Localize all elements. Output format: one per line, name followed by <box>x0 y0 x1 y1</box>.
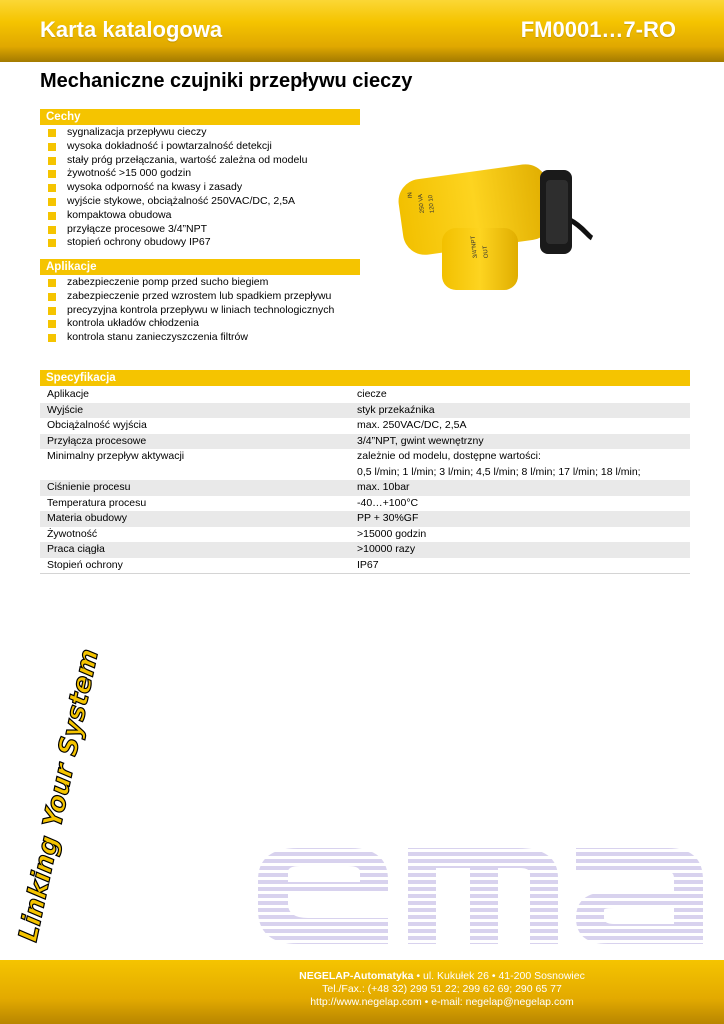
label-out: OUT <box>482 245 490 259</box>
list-item-text: stały próg przełączania, wartość zależna od modelu <box>67 153 308 166</box>
table-row <box>40 465 690 481</box>
list-item-text: przyłącze procesowe 3/4”NPT <box>67 222 208 235</box>
bullet-square-icon <box>48 279 56 287</box>
bullet-square-icon <box>48 239 56 247</box>
page-title: Mechaniczne czujniki przepływu cieczy <box>40 70 413 92</box>
bullet-square-icon <box>48 320 56 328</box>
bullet-square-icon <box>48 170 56 178</box>
spec-parameter-cell: Przyłącza procesowe <box>40 434 350 450</box>
spec-parameter-cell <box>40 465 350 481</box>
spec-parameter-cell: Praca ciągła <box>40 542 350 558</box>
bullet-square-icon <box>48 334 56 342</box>
list-item-text: żywotność >15 000 godzin <box>67 167 192 180</box>
document-type-title: Karta katalogowa <box>40 17 223 42</box>
spec-value-cell: zależnie od modelu, dostępne wartości: <box>357 450 541 462</box>
table-row <box>40 527 690 543</box>
bullet-square-icon <box>48 212 56 220</box>
list-item-text: kontrola stanu zanieczyszczenia filtrów <box>67 331 248 344</box>
list-item <box>48 290 334 304</box>
table-row <box>40 511 690 527</box>
bullet-square-icon <box>48 184 56 192</box>
label-rating-2: 120 10 <box>428 194 436 214</box>
spec-table <box>40 387 690 574</box>
applications-heading: Aplikacje <box>40 259 360 275</box>
bullet-square-icon <box>48 143 56 151</box>
spec-value-cell: ciecze <box>357 388 387 400</box>
product-code: FM0001…7-RO <box>520 17 676 42</box>
list-item <box>48 331 334 345</box>
spec-parameter-cell: Żywotność <box>40 527 350 543</box>
footer-web: http://www.negelap.com • e-mail: negelap@negelap.com <box>310 996 574 1008</box>
bullet-square-icon <box>48 129 56 137</box>
applications-list <box>48 276 334 345</box>
ema-brand-logo <box>258 838 703 950</box>
list-item <box>48 154 307 168</box>
spec-value-cell: max. 250VAC/DC, 2,5A <box>357 419 467 431</box>
bullet-square-icon <box>48 307 56 315</box>
list-item-text: stopień ochrony obudowy IP67 <box>67 236 211 249</box>
list-item-text: zabezpieczenie przed wzrostem lub spadkiem przepływu <box>67 289 332 302</box>
table-row <box>40 418 690 434</box>
spec-value-cell: 3/4”NPT, gwint wewnętrzny <box>350 434 690 450</box>
side-logo-text: Linking Your System <box>13 646 105 945</box>
flow-sensor-product-image <box>392 158 592 298</box>
list-item <box>48 126 307 140</box>
table-row <box>40 387 690 403</box>
bullet-square-icon <box>48 157 56 165</box>
list-item <box>48 195 307 209</box>
list-item <box>48 140 307 154</box>
spec-value-cell: -40…+100°C <box>350 496 690 512</box>
spec-value-cell: max. 10bar <box>350 480 690 496</box>
table-row <box>40 542 690 558</box>
linking-your-system-logo <box>6 628 105 948</box>
spec-value-cell: >15000 godzin <box>350 527 690 543</box>
header-bar <box>0 0 724 62</box>
spec-parameter-cell: Minimalny przepływ aktywacji <box>47 450 185 462</box>
spec-value-cell: 0,5 l/min; 1 l/min; 3 l/min; 4,5 l/min; 8 l/min; 17 l/min; 18 l/min; <box>350 465 690 481</box>
features-list <box>48 126 307 250</box>
table-row <box>40 449 690 465</box>
spec-parameter-cell: Wyjście <box>40 403 350 419</box>
footer-bar <box>0 960 724 1024</box>
spec-parameter-cell: Aplikacje <box>47 388 90 400</box>
list-item-text: kontrola układów chłodzenia <box>67 317 199 330</box>
list-item <box>48 223 307 237</box>
list-item-text: precyzyjna kontrola przepływu w liniach technologicznych <box>67 303 335 316</box>
list-item <box>48 276 334 290</box>
table-row <box>40 434 690 450</box>
list-item-text: wysoka dokładność i powtarzalność detekcji <box>67 139 272 152</box>
table-row <box>40 558 690 574</box>
spec-value-cell: IP67 <box>350 558 690 574</box>
label-in: IN <box>407 191 414 199</box>
spec-parameter-cell: Temperatura procesu <box>40 496 350 512</box>
bullet-square-icon <box>48 226 56 234</box>
bullet-square-icon <box>48 198 56 206</box>
list-item <box>48 236 307 250</box>
footer-address: • ul. Kukułek 26 • 41-200 Sosnowiec <box>413 970 585 982</box>
table-row <box>40 403 690 419</box>
spec-parameter-cell: Materia obudowy <box>40 511 350 527</box>
list-item-text: sygnalizacja przepływu cieczy <box>67 126 207 138</box>
table-row <box>40 496 690 512</box>
label-thread: 3/4"NPT <box>470 235 479 259</box>
list-item <box>48 167 307 181</box>
spec-heading: Specyfikacja <box>40 370 690 386</box>
list-item-text: kompaktowa obudowa <box>67 208 172 221</box>
spec-parameter-cell: Obciążalność wyjścia <box>47 419 147 431</box>
list-item <box>48 317 334 331</box>
spec-parameter-cell: Ciśnienie procesu <box>40 480 350 496</box>
list-item <box>48 304 334 318</box>
bullet-square-icon <box>48 293 56 301</box>
features-heading: Cechy <box>40 109 360 125</box>
list-item-text: wyjście stykowe, obciążalność 250VAC/DC, 2,5A <box>67 194 295 207</box>
list-item-text: zabezpieczenie pomp przed sucho biegiem <box>67 276 269 288</box>
list-item-text: wysoka odporność na kwasy i zasady <box>67 181 243 194</box>
list-item <box>48 209 307 223</box>
footer-address-line <box>0 970 724 983</box>
spec-parameter-cell: Stopień ochrony <box>40 558 350 574</box>
table-row <box>40 480 690 496</box>
footer-phone: Tel./Fax.: (+48 32) 299 51 22; 299 62 69; 290 65 77 <box>322 983 562 995</box>
spec-value-cell: PP + 30%GF <box>350 511 690 527</box>
footer-company: NEGELAP-Automatyka <box>299 970 414 982</box>
brand-logo-text: ema <box>258 838 260 839</box>
label-rating: 250 VA <box>418 193 426 214</box>
list-item <box>48 181 307 195</box>
spec-value-cell: styk przekaźnika <box>350 403 690 419</box>
spec-value-cell: >10000 razy <box>350 542 690 558</box>
